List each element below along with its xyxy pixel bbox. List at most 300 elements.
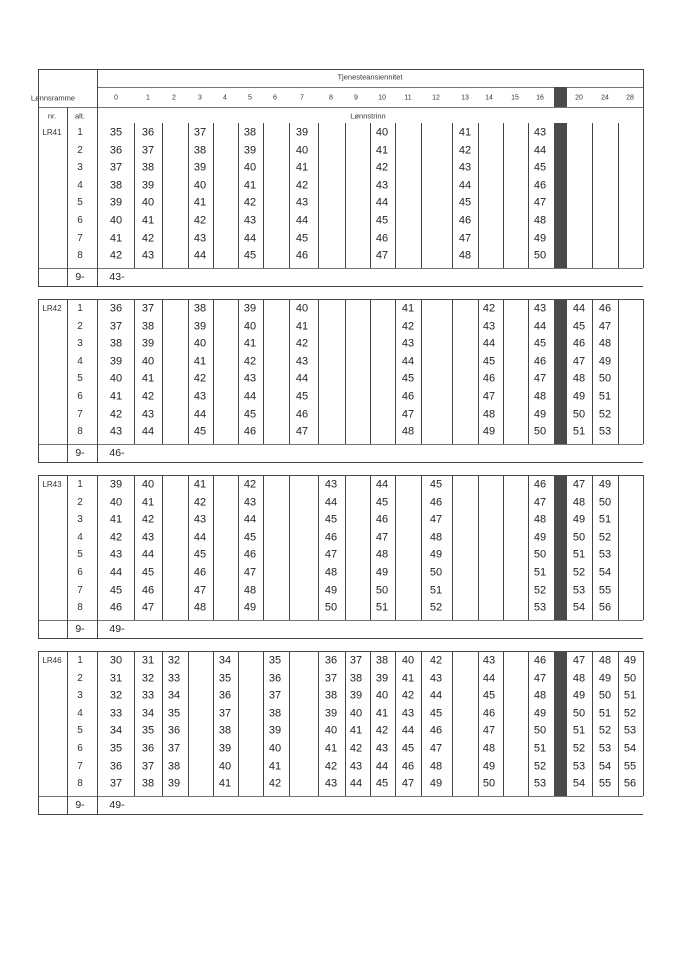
salary-step-cell: 48	[193, 601, 207, 614]
salary-step-cell: 52	[533, 760, 547, 773]
salary-step-cell: 44	[375, 196, 389, 209]
salary-step-cell: 39	[243, 302, 257, 315]
grid-column-line	[592, 299, 593, 444]
salary-step-cell: 40	[141, 196, 155, 209]
grid-column-line	[162, 475, 163, 620]
salary-step-cell: 44	[295, 372, 309, 385]
grid-column-line	[162, 651, 163, 796]
salary-step-cell: 44	[243, 232, 257, 245]
alternative-number: 3	[77, 338, 83, 350]
salary-step-cell: 40	[243, 161, 257, 174]
salary-step-cell: 39	[141, 179, 155, 192]
grid-column-line	[134, 123, 135, 268]
salary-step-cell: 40	[193, 337, 207, 350]
seniority-column-header: 16	[536, 94, 544, 102]
grid-column-line	[395, 475, 396, 620]
salary-step-cell: 51	[598, 390, 612, 403]
salary-step-cell: 40	[218, 760, 232, 773]
salary-step-cell: 42	[349, 742, 363, 755]
grid-column-line	[238, 475, 239, 620]
salary-step-cell: 53	[623, 724, 637, 737]
alternative-number: 7	[77, 232, 83, 244]
salary-step-cell: 47	[375, 249, 389, 262]
grid-column-line	[134, 475, 135, 620]
alternative-number: 9-	[75, 446, 85, 459]
salary-step-cell: 47	[482, 390, 496, 403]
salary-step-cell: 43	[193, 232, 207, 245]
grid-column-line	[289, 123, 290, 268]
salary-step-cell: 40	[324, 724, 338, 737]
grid-column-line	[421, 651, 422, 796]
alternative-number: 4	[77, 179, 83, 191]
salary-step-cell: 50	[598, 372, 612, 385]
salary-step-cell: 38	[268, 707, 282, 720]
salary-step-cell: 42	[243, 478, 257, 491]
salary-step-cell: 55	[598, 777, 612, 790]
grid-column-line	[592, 651, 593, 796]
salary-step-cell: 51	[623, 689, 637, 702]
salary-step-cell: 41	[243, 179, 257, 192]
salary-step-cell: 46	[141, 584, 155, 597]
frame-right-border	[643, 299, 644, 444]
grid-column-line	[238, 651, 239, 796]
salary-step-cell: 43	[349, 760, 363, 773]
salary-step-cell: 46	[482, 372, 496, 385]
salary-step-cell: 45	[109, 584, 123, 597]
grid-column-line	[238, 299, 239, 444]
salary-step-cell: 53	[598, 742, 612, 755]
salary-step-cell: 41	[141, 372, 155, 385]
grid-column-line	[503, 123, 504, 268]
salary-step-cell: 43	[141, 531, 155, 544]
grid-column-line	[263, 651, 264, 796]
salary-step-cell: 41	[141, 496, 155, 509]
salary-step-cell: 42	[482, 302, 496, 315]
salary-step-cell: 44	[482, 672, 496, 685]
label-column-divider	[97, 475, 98, 638]
salary-step-cell: 43	[193, 390, 207, 403]
alternative-number: 2	[77, 496, 83, 508]
salary-step-cell: 37	[141, 760, 155, 773]
salary-step-cell: 36	[109, 144, 123, 157]
alternative-number: 8	[77, 602, 83, 614]
salary-step-cell: 42	[141, 232, 155, 245]
salary-step-cell: 52	[533, 584, 547, 597]
salary-step-cell: 35	[218, 672, 232, 685]
alternative-number: 6	[77, 743, 83, 754]
salary-step-cell: 48	[598, 337, 612, 350]
salary-step-cell: 40	[349, 707, 363, 720]
grid-column-line	[452, 651, 453, 796]
salary-step-cell: 53	[598, 548, 612, 561]
salary-step-cell: 44	[401, 355, 415, 368]
salary-step-cell: 48	[533, 214, 547, 227]
salary-step-cell: 43	[324, 777, 338, 790]
salary-step-cell: 38	[141, 777, 155, 790]
salary-step-cell: 40	[109, 214, 123, 227]
salary-step-cell: 35	[167, 707, 181, 720]
salary-step-cell: 51	[533, 566, 547, 579]
alternative-number: 1	[77, 127, 83, 138]
salary-step-cell: 42	[295, 337, 309, 350]
salary-step-cell: 36	[141, 742, 155, 755]
alternative-number: 1	[77, 479, 83, 490]
salary-step-cell: 38	[109, 179, 123, 192]
salary-step-cell: 47	[572, 654, 586, 667]
grid-column-line	[134, 299, 135, 444]
salary-step-cell: 49	[572, 689, 586, 702]
grid-column-line	[528, 123, 529, 268]
salary-step-cell: 46	[429, 496, 443, 509]
salary-step-cell: 46	[401, 760, 415, 773]
grid-column-line	[213, 651, 214, 796]
salary-step-cell: 44	[193, 408, 207, 421]
salary-step-cell: 47	[324, 548, 338, 561]
salary-step-cell: 37	[349, 654, 363, 667]
salary-step-cell: 34	[109, 724, 123, 737]
salary-step-cell: 47	[401, 777, 415, 790]
salary-step-cell: 51	[375, 601, 389, 614]
salary-step-cell: 44	[141, 548, 155, 561]
salary-step-cell: 45	[375, 777, 389, 790]
grid-column-line	[345, 475, 346, 620]
seniority-column-header: 3	[198, 94, 202, 102]
salary-step-cell: 44	[401, 724, 415, 737]
grid-column-line	[289, 475, 290, 620]
seniority-column-header: 13	[461, 94, 469, 102]
salary-step-cell: 44	[193, 531, 207, 544]
alternative-number: 9-	[75, 622, 85, 635]
salary-step-cell: 48	[533, 689, 547, 702]
alternative-number: 3	[77, 690, 83, 702]
salary-step-cell: 49	[533, 531, 547, 544]
seniority-column-header: 20	[575, 94, 583, 102]
salary-step-cell: 39	[109, 355, 123, 368]
seniority-column-header: 2	[172, 94, 176, 102]
salary-step-cell: 55	[623, 760, 637, 773]
salary-frame-id: LR41	[42, 128, 62, 137]
header-top-border	[38, 69, 643, 70]
grid-column-line	[289, 651, 290, 796]
salary-step-cell: 47	[429, 742, 443, 755]
label-column-divider	[97, 299, 98, 462]
salary-step-cell: 39	[109, 196, 123, 209]
salary-step-cell: 44	[482, 337, 496, 350]
salary-step-cell: 37	[141, 144, 155, 157]
salary-step-cell: 47	[401, 408, 415, 421]
salary-step-cell: 52	[598, 724, 612, 737]
salary-step-cell: 51	[572, 724, 586, 737]
salary-step-cell: 41	[193, 478, 207, 491]
grid-column-line	[503, 651, 504, 796]
salary-step-cell: 32	[109, 689, 123, 702]
salary-step-cell: 34	[218, 654, 232, 667]
salary-step-cell: 41	[349, 724, 363, 737]
salary-step-cell: 45	[295, 390, 309, 403]
salary-step-cell: 54	[572, 601, 586, 614]
salary-step-cell: 46	[533, 478, 547, 491]
salary-step-cell: 45	[401, 742, 415, 755]
salary-step-cell: 49	[482, 760, 496, 773]
alternative-number: 9-	[75, 270, 85, 283]
frame-right-border	[643, 475, 644, 620]
grid-column-line	[263, 299, 264, 444]
seniority-column-header: 5	[248, 94, 252, 102]
salary-step-cell: 42	[324, 760, 338, 773]
salary-step-cell: 39	[268, 724, 282, 737]
salary-step-cell: 45	[193, 425, 207, 438]
salary-step-cell: 45	[375, 496, 389, 509]
salary-step-cell: 42	[375, 161, 389, 174]
nr-alt-divider	[67, 123, 68, 286]
grid-column-line	[188, 475, 189, 620]
seniority-column-header: 12	[432, 94, 440, 102]
salary-step-cell: 45	[482, 355, 496, 368]
salary-step-cell: 44	[141, 425, 155, 438]
salary-step-cell: 46	[243, 548, 257, 561]
salary-step-cell: 52	[598, 408, 612, 421]
salary-step-cell: 52	[598, 531, 612, 544]
alternative-number: 4	[77, 707, 83, 719]
salary-step-cell: 49	[533, 707, 547, 720]
salary-step-cell: 50	[324, 601, 338, 614]
salary-step-cell: 38	[375, 654, 389, 667]
salary-step-cell: 46	[533, 355, 547, 368]
salary-step-cell: 46	[598, 302, 612, 315]
salary-step-cell: 39	[243, 144, 257, 157]
alternative-number: 4	[77, 355, 83, 367]
salary-step-cell: 48	[458, 249, 472, 262]
grid-column-line	[188, 299, 189, 444]
frame-left-border	[38, 299, 39, 462]
alternative-number: 9-	[75, 798, 85, 811]
frame-top-border	[38, 651, 643, 652]
salary-step-cell: 50	[598, 496, 612, 509]
salary-step-cell: 46	[533, 179, 547, 192]
salary-step-cell: 42	[109, 531, 123, 544]
salary-step-cell: 47	[295, 425, 309, 438]
seniority-title: Tjenesteansiennitet	[337, 72, 403, 82]
salary-step-cell: 47	[429, 513, 443, 526]
alternative-number: 5	[77, 725, 83, 737]
grid-column-line	[478, 123, 479, 268]
grid-column-line	[618, 475, 619, 620]
salary-step-cell: 43	[533, 126, 547, 139]
salary-step-cell: 55	[598, 584, 612, 597]
salary-step-cell: 50	[572, 531, 586, 544]
grid-column-line	[592, 123, 593, 268]
salary-step-cell: 43	[295, 355, 309, 368]
salary-step-cell: 44	[349, 777, 363, 790]
grid-column-line	[370, 475, 371, 620]
salary-step-cell: 51	[598, 513, 612, 526]
salary-step-cell: 45	[243, 249, 257, 262]
salary-step-cell: 39	[218, 742, 232, 755]
salary-step-cell: 53	[533, 777, 547, 790]
salary-step-cell: 38	[141, 161, 155, 174]
grid-column-line	[213, 475, 214, 620]
grid-column-line	[318, 299, 319, 444]
salary-step-cell: 54	[623, 742, 637, 755]
salary-step-cell: 50	[533, 425, 547, 438]
salary-step-cell: 42	[109, 408, 123, 421]
salary-step-cell: 48	[533, 390, 547, 403]
salary-step-cell: 40	[193, 179, 207, 192]
frame-top-border	[38, 475, 643, 476]
salary-step-cell: 49-	[109, 622, 125, 635]
salary-step-cell: 44	[193, 249, 207, 262]
salary-step-cell: 50	[533, 249, 547, 262]
seniority-column-header: 15	[511, 94, 519, 102]
salary-step-cell: 43	[324, 478, 338, 491]
dark-separator	[554, 299, 567, 444]
alt-label: alt.	[74, 111, 86, 121]
dark-separator	[554, 651, 567, 796]
header-left-border	[38, 69, 39, 124]
salary-step-cell: 48	[429, 531, 443, 544]
salary-step-cell: 50	[623, 672, 637, 685]
salary-step-cell: 46-	[109, 446, 125, 459]
grid-column-line	[263, 475, 264, 620]
alternative-number: 5	[77, 197, 83, 209]
dark-separator	[554, 123, 567, 268]
salary-step-cell: 43	[295, 196, 309, 209]
salary-step-cell: 41	[109, 513, 123, 526]
salary-step-cell: 44	[429, 689, 443, 702]
grid-column-line	[618, 299, 619, 444]
salary-step-cell: 49	[533, 408, 547, 421]
salary-step-cell: 35	[268, 654, 282, 667]
alternative-number: 8	[77, 426, 83, 438]
frame-bottom-border	[38, 286, 643, 287]
alternative-number: 1	[77, 303, 83, 314]
salary-step-cell: 50	[429, 566, 443, 579]
salary-step-cell: 45	[375, 214, 389, 227]
salary-step-cell: 54	[598, 760, 612, 773]
salary-step-cell: 41	[401, 672, 415, 685]
salary-step-cell: 42	[141, 390, 155, 403]
salary-step-cell: 42	[193, 496, 207, 509]
salary-step-cell: 35	[109, 126, 123, 139]
salary-step-cell: 39	[295, 126, 309, 139]
salary-step-cell: 41	[295, 320, 309, 333]
grid-column-line	[478, 299, 479, 444]
salary-step-cell: 32	[141, 672, 155, 685]
salary-step-cell: 41	[458, 126, 472, 139]
salary-step-cell: 51	[429, 584, 443, 597]
alternative-number: 2	[77, 320, 83, 332]
salary-step-cell: 37	[109, 320, 123, 333]
salary-step-cell: 46	[458, 214, 472, 227]
salary-step-cell: 47	[533, 672, 547, 685]
frame-left-border	[38, 651, 39, 814]
salary-step-cell: 41	[193, 196, 207, 209]
grid-column-line	[421, 123, 422, 268]
salary-step-cell: 45	[429, 478, 443, 491]
salary-step-cell: 42	[193, 372, 207, 385]
salary-step-cell: 38	[349, 672, 363, 685]
grid-column-line	[421, 475, 422, 620]
salary-step-cell: 41	[193, 355, 207, 368]
salary-step-cell: 38	[141, 320, 155, 333]
salary-step-cell: 37	[218, 707, 232, 720]
salary-step-cell: 42	[268, 777, 282, 790]
grid-column-line	[188, 651, 189, 796]
salary-step-cell: 39	[375, 672, 389, 685]
salary-step-cell: 36	[268, 672, 282, 685]
salary-step-cell: 47	[533, 496, 547, 509]
alternative-number: 8	[77, 778, 83, 790]
salary-step-cell: 41	[295, 161, 309, 174]
alternative-number: 7	[77, 408, 83, 420]
salary-step-cell: 39	[193, 320, 207, 333]
salary-step-cell: 50	[572, 707, 586, 720]
grid-column-line	[395, 299, 396, 444]
grid-column-line	[478, 475, 479, 620]
grid-column-line	[592, 475, 593, 620]
nr-label: nr.	[47, 111, 57, 121]
salary-step-cell: 34	[141, 707, 155, 720]
salary-step-cell: 45	[295, 232, 309, 245]
salary-step-cell: 32	[167, 654, 181, 667]
salary-step-cell: 41	[401, 302, 415, 315]
frame-bottom-border	[38, 638, 643, 639]
alternative-number: 2	[77, 144, 83, 156]
salary-step-cell: 46	[429, 724, 443, 737]
salary-step-cell: 41	[268, 760, 282, 773]
grid-column-line	[528, 475, 529, 620]
salary-step-cell: 49	[324, 584, 338, 597]
salary-step-cell: 43	[193, 513, 207, 526]
salary-step-cell: 37	[324, 672, 338, 685]
salary-step-cell: 45	[533, 161, 547, 174]
nr-alt-divider	[67, 299, 68, 462]
seniority-column-header: 24	[601, 94, 609, 102]
salary-step-cell: 40	[375, 126, 389, 139]
grid-column-line	[618, 123, 619, 268]
alternative-number: 1	[77, 655, 83, 666]
salary-step-cell: 35	[109, 742, 123, 755]
salary-step-cell: 48	[401, 425, 415, 438]
lonnsramme-label: Lønnsramme	[30, 93, 76, 103]
alternative-number: 3	[77, 162, 83, 174]
salary-step-cell: 49	[375, 566, 389, 579]
salary-step-cell: 40	[375, 689, 389, 702]
salary-step-cell: 36	[141, 126, 155, 139]
salary-step-cell: 47	[458, 232, 472, 245]
salary-step-cell: 41	[243, 337, 257, 350]
salary-step-cell: 49	[482, 425, 496, 438]
grid-column-line	[452, 475, 453, 620]
salary-step-cell: 51	[533, 742, 547, 755]
salary-step-cell: 33	[167, 672, 181, 685]
alternative-number: 2	[77, 672, 83, 684]
salary-step-cell: 52	[429, 601, 443, 614]
salary-step-cell: 37	[109, 777, 123, 790]
salary-step-cell: 42	[375, 724, 389, 737]
frame-right-border	[643, 123, 644, 268]
salary-step-cell: 45	[401, 372, 415, 385]
frame-rows-bottom-border	[38, 444, 643, 445]
salary-step-cell: 50	[572, 408, 586, 421]
seniority-column-header: 7	[300, 94, 304, 102]
salary-step-cell: 44	[533, 144, 547, 157]
grid-column-line	[395, 123, 396, 268]
salary-step-cell: 46	[193, 566, 207, 579]
salary-step-cell: 42	[141, 513, 155, 526]
salary-step-cell: 45	[533, 337, 547, 350]
salary-step-cell: 43	[482, 320, 496, 333]
